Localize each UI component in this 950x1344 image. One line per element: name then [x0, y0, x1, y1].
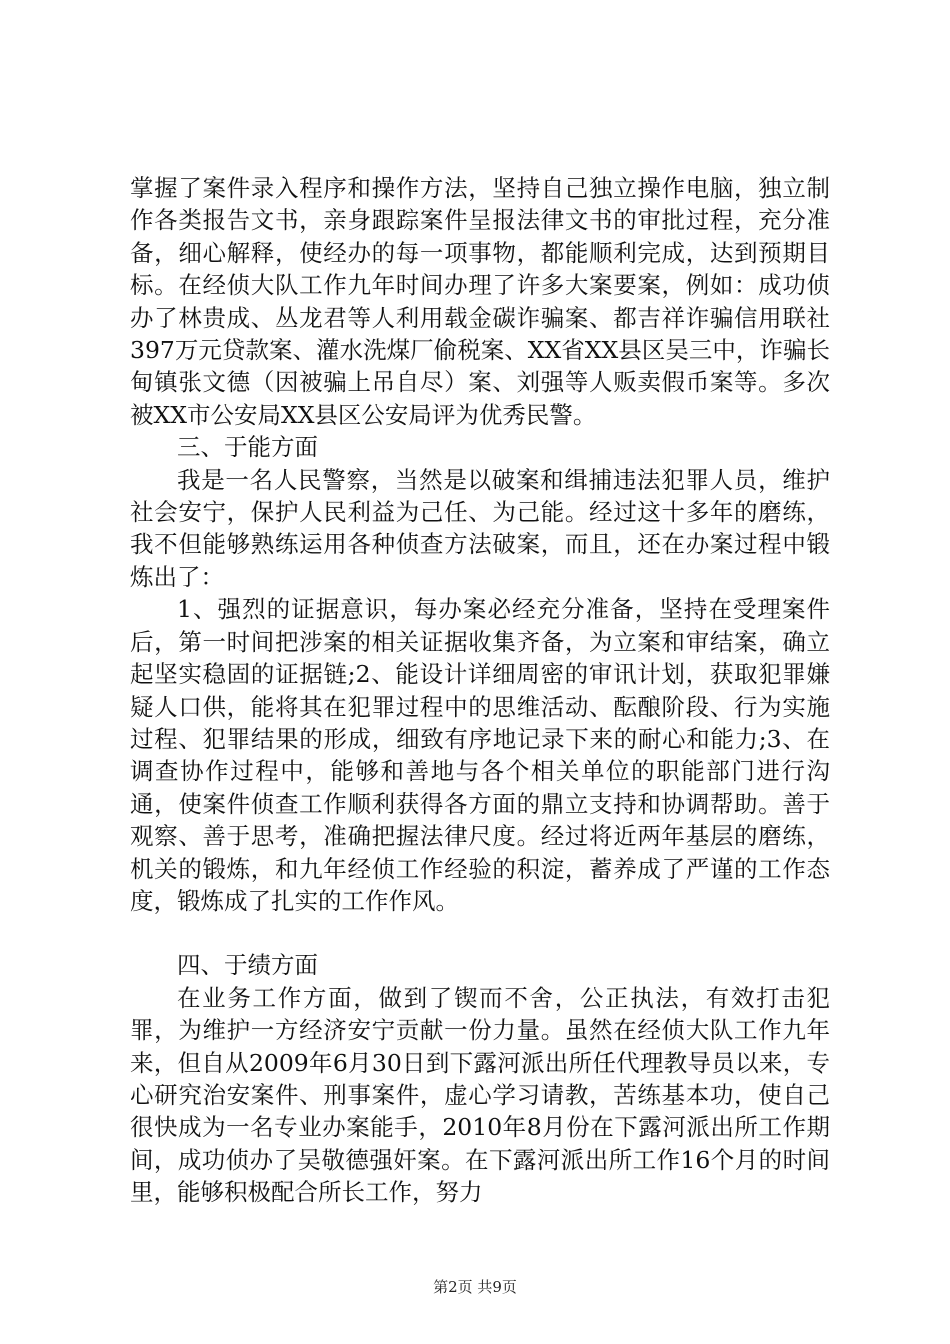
paragraph-ability-intro: 我是一名人民警察，当然是以破案和缉捕违法犯罪人员，维护社会安宁，保护人民利益为己任、为己能。经过这十多年的磨练，我不但能够熟练运用各种侦查方法破案，而且，还在办案过程中锻炼出了： — [130, 465, 830, 591]
page-number: 第2页 共9页 — [433, 1278, 517, 1296]
paragraph-ability-details: 1、强烈的证据意识，每办案必经充分准备，坚持在受理案件后，第一时间把涉案的相关证据收集齐备，为立案和审结案，确立起坚实稳固的证据链;2、能设计详细周密的审讯计划，获取犯罪嫌疑人口供，能将其在犯罪过程中的思维活动、酝酿阶段、行为实施过程、犯罪结果的形成，细致有序地记录下来的耐心和能力;3、在调查协作过程中，能够和善地与各个相关单位的职能部门进行沟通，使案件侦查工作顺利获得各方面的鼎立支持和协调帮助。善于观察、善于思考，准确把握法律尺度。经过将近两年基层的磨练，机关的锻炼，和九年经侦工作经验的积淀，蓄养成了严谨的工作态度，锻炼成了扎实的工作作风。 — [130, 595, 830, 915]
heading-achievement: 四、于绩方面 — [177, 951, 318, 980]
paragraph-achievement: 在业务工作方面，做到了锲而不舍，公正执法，有效打击犯罪，为维护一方经济安宁贡献一份力量。虽然在经侦大队工作九年来，但自从2009年6月30日到下露河派出所任代理教导员以来，专心研究治安案件、刑事案件，虚心学习请教，苦练基本功，使自己很快成为一名专业办案能手，2010年8月份在下露河派出所工作期间，成功侦办了吴敬德强奸案。在下露河派出所工作16个月的时间里，能够积极配合所长工作，努力 — [130, 983, 830, 1207]
paragraph-case-records: 掌握了案件录入程序和操作方法，坚持自己独立操作电脑，独立制作各类报告文书，亲身跟踪案件呈报法律文书的审批过程，充分准备，细心解释，使经办的每一项事物，都能顺利完成，达到预期目标。在经侦大队工作九年时间办理了许多大案要案，例如：成功侦办了林贵成、丛龙君等人利用载金碳诈骗案、都吉祥诈骗信用联社397万元贷款案、灌水洗煤厂偷税案、XX省XX县区吴三中，诈骗长甸镇张文德（因被骗上吊自尽）案、刘强等人贩卖假币案等。多次被XX市公安局XX县区公安局评为优秀民警。 — [130, 174, 830, 429]
document-body — [130, 172, 830, 1209]
heading-ability: 三、于能方面 — [177, 433, 318, 462]
